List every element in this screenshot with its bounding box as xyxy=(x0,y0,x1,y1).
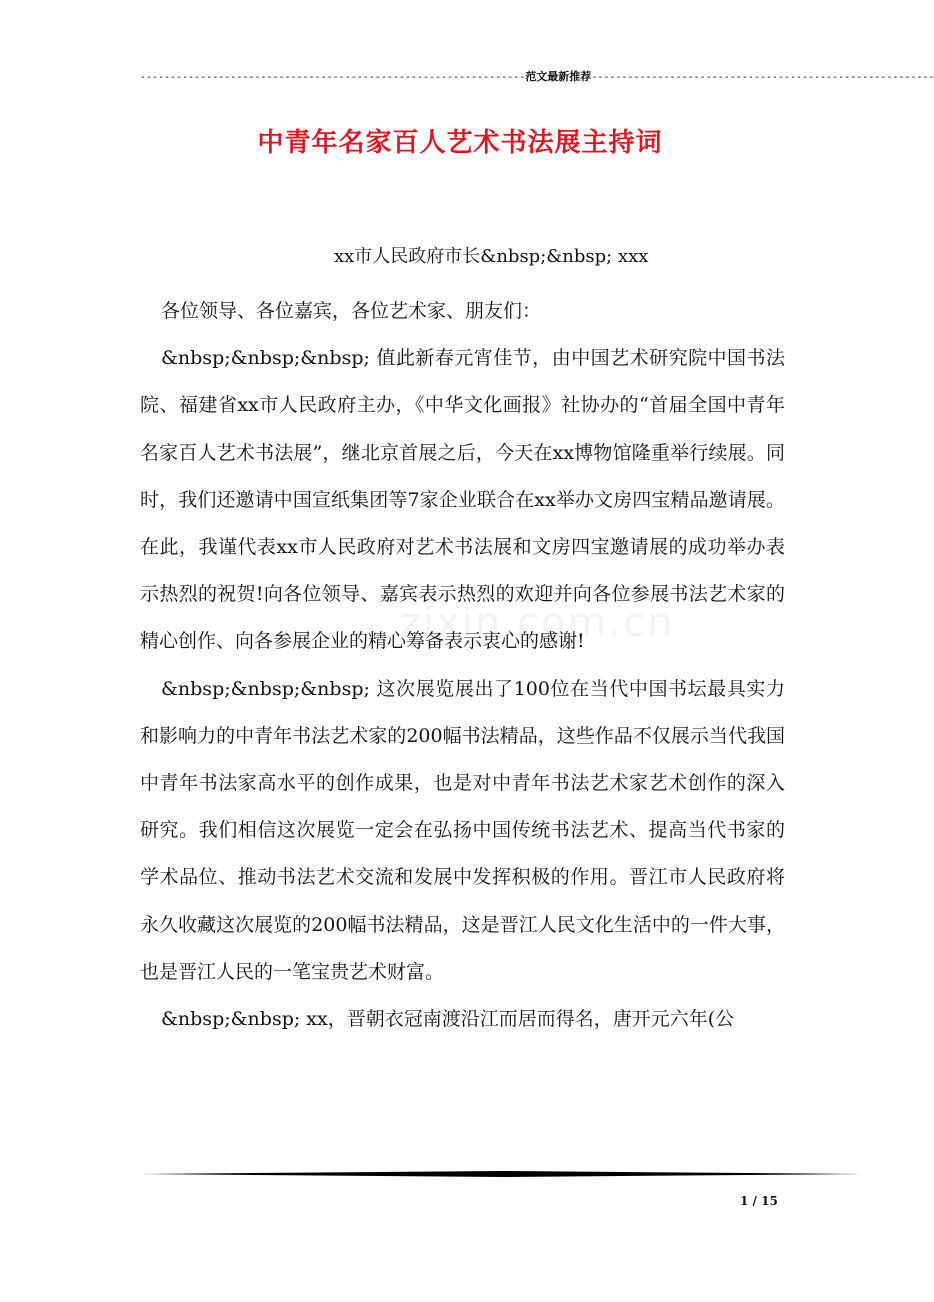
header-label: 范文最新推荐 xyxy=(525,70,592,83)
paragraph-1: &nbsp;&nbsp;&nbsp; 值此新春元宵佳节，由中国艺术研究院中国书法院、福建省xx市人民政府主办，《中华文化画报》社协办的“首届全国中青年名家百人艺术书法展”，继北京首展之后，今天在xx博物馆隆重举行续展。同时，我们还邀请中国宣纸集团等7家企业联合在xx举办文房四宝精品邀请展。在此，我谨代表xx市人民政府对艺术书法展和文房四宝邀请展的成功举办表示热烈的祝贺!向各位领导、嘉宾表示热烈的欢迎并向各位参展书法艺术家的精心创作、向各参展企业的精心筹备表示衷心的感谢! xyxy=(140,347,785,653)
page-number: 1 / 15 xyxy=(740,1194,778,1208)
paragraph-3: &nbsp;&nbsp; xx，晋朝衣冠南渡沿江而居而得名，唐开元六年(公 xyxy=(161,1008,735,1031)
author-line: xx市人民政府市长&nbsp;&nbsp; xxx xyxy=(334,246,649,267)
footer-divider xyxy=(140,1171,864,1177)
document-title: 中青年名家百人艺术书法展主持词 xyxy=(257,128,663,158)
page-header xyxy=(140,70,934,85)
paragraph-2: &nbsp;&nbsp;&nbsp; 这次展览展出了100位在当代中国书坛最具实力和影响力的中青年书法艺术家的200幅书法精品，这些作品不仅展示当代我国中青年书法家高水平的创作成果，也是对中青年书法艺术家艺术创作的深入研究。我们相信这次展览一定会在弘扬中国传统书法艺术、提高当代书家的学术品位、推动书法艺术交流和发展中发挥积极的作用。晋江市人民政府将永久收藏这次展览的200幅书法精品，这是晋江人民文化生活中的一件大事，也是晋江人民的一笔宝贵艺术财富。 xyxy=(140,677,785,983)
paragraph-greeting: 各位领导、各位嘉宾，各位艺术家、朋友们： xyxy=(161,300,542,322)
watermark: zixin.com.cn xyxy=(400,600,675,646)
document-body xyxy=(140,288,785,1043)
header-dashes-left: ---------------------------------------------------------------- xyxy=(140,72,526,83)
header-dashes-right: --------------------------------------------------------- xyxy=(591,72,934,83)
